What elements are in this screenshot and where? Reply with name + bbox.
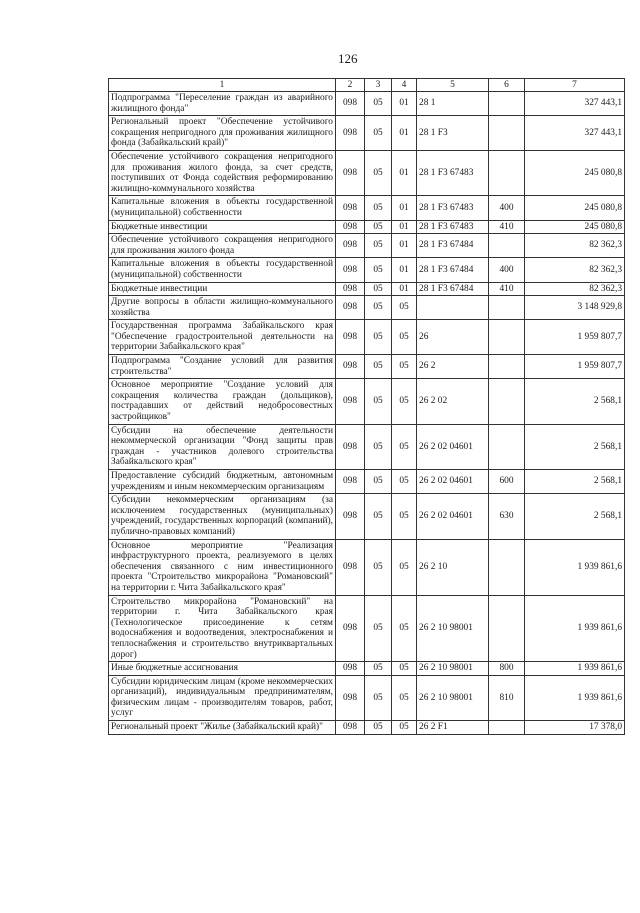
amount-cell: 245 080,8 [525,150,625,195]
expense-type-code-cell [489,379,525,424]
ministry-code-cell: 098 [336,355,365,379]
column-header-2: 2 [336,79,365,92]
target-article-code-cell: 26 2 10 98001 [417,675,489,720]
section-code-cell: 05 [365,595,392,662]
column-header-5: 5 [417,79,489,92]
target-article-code-cell: 28 1 F3 67483 [417,220,489,234]
header-row [109,79,625,92]
table-row [109,675,625,720]
ministry-code-cell: 098 [336,424,365,469]
section-code-cell: 05 [365,494,392,539]
target-article-code-cell: 26 2 02 04601 [417,470,489,494]
subsection-code-cell: 05 [392,424,417,469]
subsection-code-cell: 01 [392,150,417,195]
target-article-code-cell: 26 2 02 04601 [417,494,489,539]
expense-type-code-cell [489,355,525,379]
section-code-cell: 05 [365,539,392,595]
expense-type-code-cell [489,320,525,355]
item-name-cell: Другие вопросы в области жилищно-коммунального хозяйства [109,296,336,320]
table-row [109,116,625,151]
target-article-code-cell: 28 1 F3 67484 [417,234,489,258]
section-code-cell: 05 [365,196,392,220]
ministry-code-cell: 098 [336,220,365,234]
subsection-code-cell: 05 [392,296,417,320]
section-code-cell: 05 [365,721,392,735]
subsection-code-cell: 05 [392,539,417,595]
table-row [109,220,625,234]
expense-type-code-cell: 400 [489,258,525,282]
subsection-code-cell: 05 [392,470,417,494]
expense-type-code-cell [489,539,525,595]
subsection-code-cell: 05 [392,595,417,662]
amount-cell: 1 939 861,6 [525,539,625,595]
table-row [109,282,625,296]
table-row [109,721,625,735]
subsection-code-cell: 01 [392,258,417,282]
section-code-cell: 05 [365,424,392,469]
section-code-cell: 05 [365,150,392,195]
amount-cell: 327 443,1 [525,92,625,116]
item-name-cell: Иные бюджетные ассигнования [109,662,336,676]
expense-type-code-cell: 800 [489,662,525,676]
amount-cell: 245 080,8 [525,196,625,220]
ministry-code-cell: 098 [336,662,365,676]
expense-type-code-cell [489,92,525,116]
target-article-code-cell: 28 1 F3 67483 [417,150,489,195]
item-name-cell: Бюджетные инвестиции [109,220,336,234]
subsection-code-cell: 01 [392,92,417,116]
subsection-code-cell: 05 [392,721,417,735]
item-name-cell: Капитальные вложения в объекты государственной (муниципальной) собственности [109,258,336,282]
ministry-code-cell: 098 [336,150,365,195]
item-name-cell: Обеспечение устойчивого сокращения непригодного для проживания жилого фонда, за счет средств, поступивших от Фонда содействия реформированию жилищно-коммунального хозяйства [109,150,336,195]
expense-type-code-cell: 410 [489,220,525,234]
item-name-cell: Субсидии некоммерческим организациям (за исключением государственных (муниципальных) учреждений, государственных корпораций (компаний), публично-правовых компаний) [109,494,336,539]
ministry-code-cell: 098 [336,282,365,296]
target-article-code-cell: 26 2 10 98001 [417,662,489,676]
amount-cell: 17 378,0 [525,721,625,735]
amount-cell: 1 939 861,6 [525,662,625,676]
ministry-code-cell: 098 [336,116,365,151]
expense-type-code-cell [489,296,525,320]
section-code-cell: 05 [365,379,392,424]
amount-cell: 2 568,1 [525,494,625,539]
target-article-code-cell: 28 1 [417,92,489,116]
subsection-code-cell: 05 [392,355,417,379]
subsection-code-cell: 05 [392,662,417,676]
subsection-code-cell: 05 [392,320,417,355]
section-code-cell: 05 [365,234,392,258]
section-code-cell: 05 [365,116,392,151]
table-row [109,662,625,676]
item-name-cell: Капитальные вложения в объекты государственной (муниципальной) собственности [109,196,336,220]
target-article-code-cell: 26 2 F1 [417,721,489,735]
ministry-code-cell: 098 [336,296,365,320]
page-number: 126 [338,51,358,66]
item-name-cell: Основное мероприятие "Реализация инфраструктурного проекта, реализуемого в целях обеспечения связанного с ним инвестиционного проекта "Строительство микрорайона "Романовский" на территории г. Чита Забайкальского края" [109,539,336,595]
budget-table [108,78,625,735]
amount-cell: 245 080,8 [525,220,625,234]
table-row [109,379,625,424]
table-row [109,296,625,320]
item-name-cell: Основное мероприятие "Создание условий для сокращения количества граждан (дольщиков), пострадавших от действий недобросовестных застройщиков" [109,379,336,424]
item-name-cell: Субсидии юридическим лицам (кроме некоммерческих организаций), индивидуальным предпринимателям, физическим лицам - производителям товаров, работ, услуг [109,675,336,720]
column-header-4: 4 [392,79,417,92]
item-name-cell: Обеспечение устойчивого сокращения непригодного для проживания жилого фонда [109,234,336,258]
amount-cell: 82 362,3 [525,258,625,282]
item-name-cell: Подпрограмма "Создание условий для развития строительства" [109,355,336,379]
section-code-cell: 05 [365,258,392,282]
column-header-1: 1 [109,79,336,92]
column-header-6: 6 [489,79,525,92]
ministry-code-cell: 098 [336,539,365,595]
table-row [109,258,625,282]
amount-cell: 2 568,1 [525,470,625,494]
ministry-code-cell: 098 [336,494,365,539]
table-row [109,539,625,595]
subsection-code-cell: 01 [392,116,417,151]
item-name-cell: Строительство микрорайона "Романовский" на территории г. Чита Забайкальского края (Технологическое присоединение к сетям водоснабжения и водоотведения, электроснабжения и теплоснабжения и строительство внутриквартальных дорог) [109,595,336,662]
section-code-cell: 05 [365,470,392,494]
amount-cell: 327 443,1 [525,116,625,151]
section-code-cell: 05 [365,662,392,676]
expense-type-code-cell: 630 [489,494,525,539]
table-row [109,424,625,469]
amount-cell: 2 568,1 [525,424,625,469]
ministry-code-cell: 098 [336,470,365,494]
item-name-cell: Региональный проект "Обеспечение устойчивого сокращения непригодного для проживания жилищного фонда (Забайкальский край)" [109,116,336,151]
amount-cell: 1 959 807,7 [525,355,625,379]
table-row [109,320,625,355]
column-header-3: 3 [365,79,392,92]
expense-type-code-cell [489,150,525,195]
ministry-code-cell: 098 [336,675,365,720]
amount-cell: 1 959 807,7 [525,320,625,355]
expense-type-code-cell: 400 [489,196,525,220]
section-code-cell: 05 [365,675,392,720]
ministry-code-cell: 098 [336,721,365,735]
table-row [109,595,625,662]
target-article-code-cell: 26 2 10 98001 [417,595,489,662]
table-row [109,355,625,379]
section-code-cell: 05 [365,220,392,234]
target-article-code-cell: 26 2 02 04601 [417,424,489,469]
expense-type-code-cell: 600 [489,470,525,494]
amount-cell: 2 568,1 [525,379,625,424]
expense-type-code-cell: 810 [489,675,525,720]
expense-type-code-cell [489,721,525,735]
expense-type-code-cell: 410 [489,282,525,296]
section-code-cell: 05 [365,296,392,320]
item-name-cell: Предоставление субсидий бюджетным, автономным учреждениям и иным некоммерческим организациям [109,470,336,494]
ministry-code-cell: 098 [336,595,365,662]
table-row [109,92,625,116]
amount-cell: 1 939 861,6 [525,595,625,662]
expense-type-code-cell [489,116,525,151]
amount-cell: 1 939 861,6 [525,675,625,720]
amount-cell: 82 362,3 [525,234,625,258]
section-code-cell: 05 [365,282,392,296]
table-row [109,150,625,195]
subsection-code-cell: 05 [392,494,417,539]
item-name-cell: Государственная программа Забайкальского края "Обеспечение градостроительной деятельности на территории Забайкальского края" [109,320,336,355]
target-article-code-cell: 26 [417,320,489,355]
ministry-code-cell: 098 [336,234,365,258]
item-name-cell: Субсидии на обеспечение деятельности некоммерческой организации "Фонд защиты прав граждан - участников долевого строительства Забайкальского края" [109,424,336,469]
target-article-code-cell: 28 1 F3 67483 [417,196,489,220]
target-article-code-cell: 28 1 F3 67484 [417,282,489,296]
ministry-code-cell: 098 [336,320,365,355]
table-row [109,470,625,494]
target-article-code-cell: 28 1 F3 67484 [417,258,489,282]
section-code-cell: 05 [365,355,392,379]
item-name-cell: Бюджетные инвестиции [109,282,336,296]
subsection-code-cell: 05 [392,379,417,424]
target-article-code-cell [417,296,489,320]
column-header-7: 7 [525,79,625,92]
target-article-code-cell: 26 2 [417,355,489,379]
subsection-code-cell: 01 [392,196,417,220]
ministry-code-cell: 098 [336,196,365,220]
subsection-code-cell: 01 [392,234,417,258]
target-article-code-cell: 26 2 02 [417,379,489,424]
ministry-code-cell: 098 [336,258,365,282]
table-row [109,196,625,220]
amount-cell: 3 148 929,8 [525,296,625,320]
section-code-cell: 05 [365,92,392,116]
section-code-cell: 05 [365,320,392,355]
item-name-cell: Региональный проект "Жилье (Забайкальский край)" [109,721,336,735]
expense-type-code-cell [489,234,525,258]
amount-cell: 82 362,3 [525,282,625,296]
table-row [109,494,625,539]
expense-type-code-cell [489,424,525,469]
subsection-code-cell: 01 [392,282,417,296]
table-row [109,234,625,258]
target-article-code-cell: 26 2 10 [417,539,489,595]
subsection-code-cell: 01 [392,220,417,234]
item-name-cell: Подпрограмма "Переселение граждан из аварийного жилищного фонда" [109,92,336,116]
subsection-code-cell: 05 [392,675,417,720]
ministry-code-cell: 098 [336,92,365,116]
target-article-code-cell: 28 1 F3 [417,116,489,151]
ministry-code-cell: 098 [336,379,365,424]
expense-type-code-cell [489,595,525,662]
